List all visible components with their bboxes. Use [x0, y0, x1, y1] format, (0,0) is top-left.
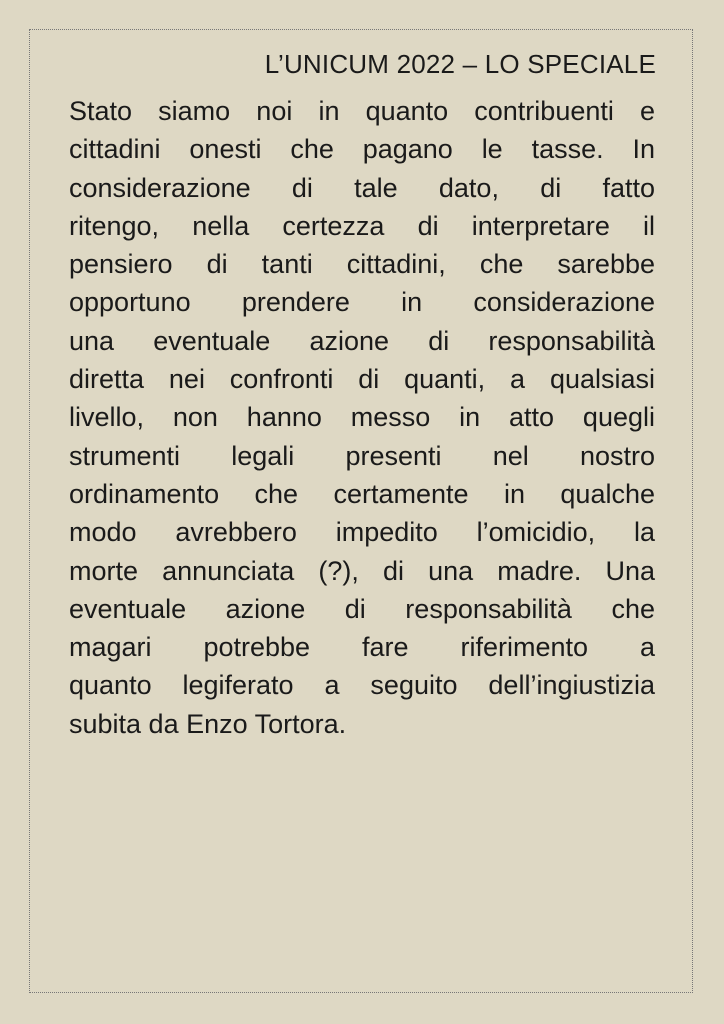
article-body [69, 92, 655, 743]
article-line: subita da Enzo Tortora. [69, 708, 347, 739]
article-line: considerazione di tale dato, di fatto [69, 172, 655, 203]
article-line: ordinamento che certamente in qualche [69, 478, 655, 509]
page-header-title: L’UNICUM 2022 – LO SPECIALE [264, 49, 656, 79]
article-line: strumenti legali presenti nel nostro [69, 440, 655, 471]
article-line: diretta nei confronti di quanti, a qualsiasi [69, 364, 655, 395]
article-line: livello, non hanno messo in atto quegli [69, 402, 655, 433]
article-line: magari potrebbe fare riferimento a [69, 632, 655, 663]
article-line: eventuale azione di responsabilità che [69, 593, 655, 624]
article-line: pensiero di tanti cittadini, che sarebbe [69, 249, 655, 280]
article-line: ritengo, nella certezza di interpretare il [69, 210, 655, 241]
article-line: modo avrebbero impedito l’omicidio, la [69, 517, 655, 548]
article-line: Stato siamo noi in quanto contribuenti e [69, 96, 655, 126]
article-line: quanto legiferato a seguito dell’ingiustizia [69, 670, 655, 701]
article-line: morte annunciata (?), di una madre. Una [69, 555, 655, 586]
article-line: cittadini onesti che pagano le tasse. In [69, 134, 655, 165]
article-line: opportuno prendere in considerazione [69, 287, 655, 318]
article-line: una eventuale azione di responsabilità [69, 325, 655, 356]
